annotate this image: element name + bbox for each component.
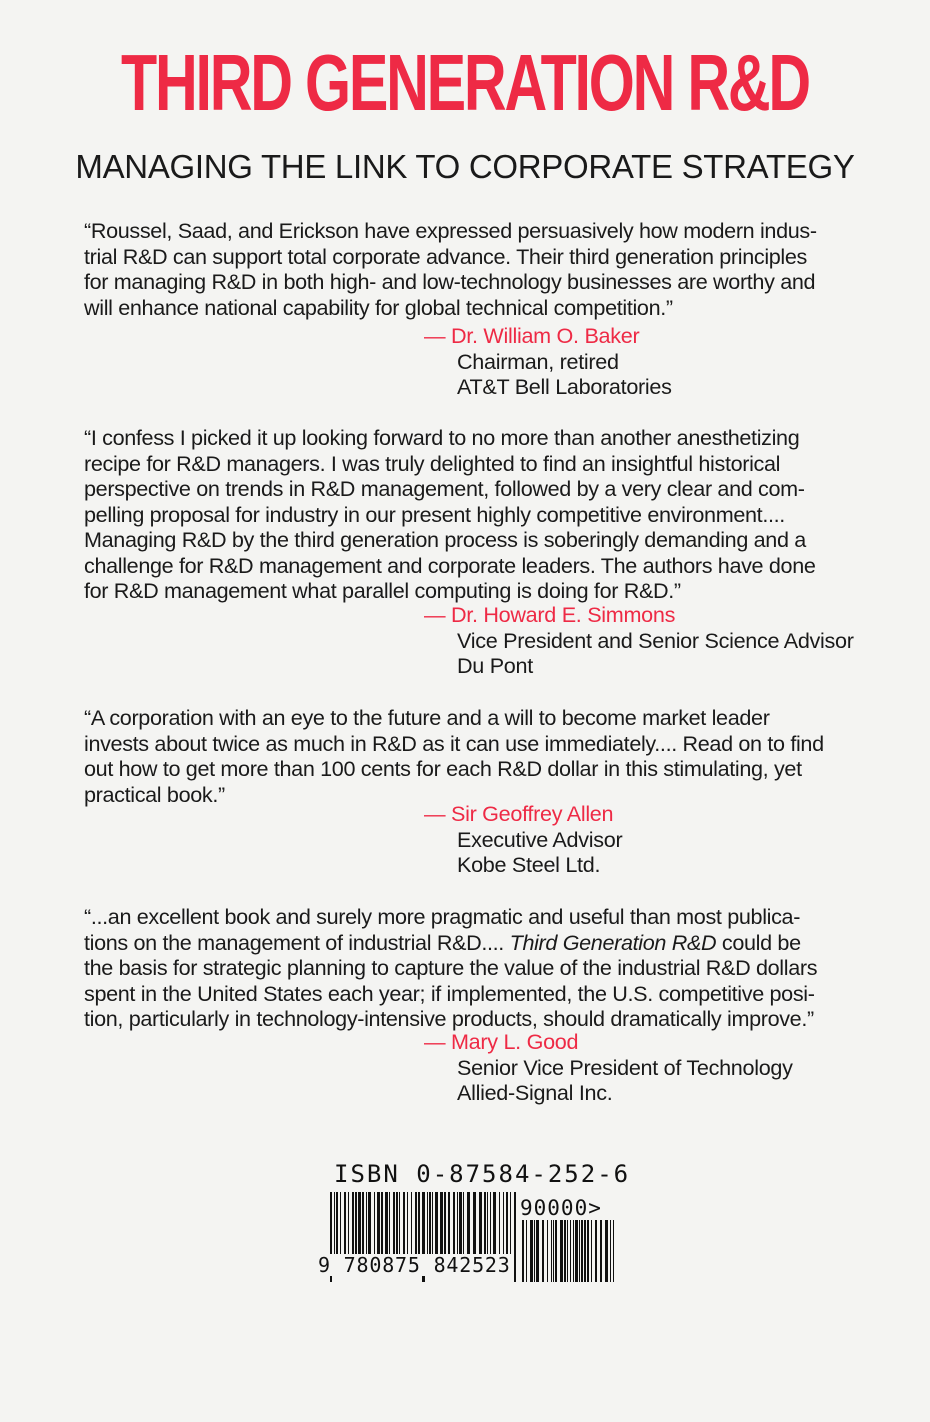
barcode-bar [457, 1192, 458, 1254]
barcode-bar [368, 1192, 371, 1254]
barcode-bar [444, 1192, 446, 1254]
barcode-bar [366, 1192, 367, 1254]
barcode-addon-bar [584, 1220, 586, 1282]
endorsement-attribution [424, 323, 884, 400]
barcode-addon-bar [536, 1220, 539, 1282]
quote-line: tion, particularly in technology-intensive products, should dramatically improve.” [84, 1006, 814, 1031]
endorsement-attribution [424, 801, 884, 878]
barcode-bar [336, 1192, 338, 1254]
barcode-bar [459, 1192, 462, 1254]
barcode-addon-bar [560, 1220, 563, 1282]
isbn-number: ISBN 0-87584-252-6 [334, 1160, 631, 1188]
endorser-title: Senior Vice President of Technology [457, 1054, 793, 1080]
barcode-bar [355, 1192, 357, 1254]
barcode-bar [348, 1192, 349, 1254]
book-title: THIRD GENERATION R&D [121, 38, 809, 127]
barcode-bar [415, 1192, 417, 1254]
barcode-addon-bar [579, 1220, 580, 1282]
barcode-bar [503, 1192, 504, 1254]
barcode-bar [473, 1192, 476, 1254]
endorser-organization: Du Pont [457, 653, 533, 678]
endorser-name: — Dr. William O. Baker [424, 323, 640, 348]
barcode-bar [352, 1192, 354, 1254]
barcode-bar [389, 1192, 390, 1254]
barcode-bar [411, 1192, 412, 1254]
barcode-bar [396, 1192, 398, 1254]
endorsement-quote [84, 705, 864, 807]
endorser-title: Chairman, retired [457, 348, 619, 374]
endorser-name: — Mary L. Good [424, 1029, 579, 1054]
barcode-bar [374, 1192, 375, 1254]
barcode-addon-bar [610, 1220, 611, 1282]
endorser-title: Executive Advisor [457, 826, 623, 852]
barcode-addon-bar [553, 1220, 554, 1282]
quote-line: “I confess I picked it up looking forward to no more than another anesthetizing [84, 425, 800, 450]
barcode-bar [358, 1192, 361, 1254]
barcode-bar [487, 1192, 488, 1254]
barcode-addon-bar [581, 1220, 583, 1282]
barcode-bar [385, 1192, 388, 1254]
quote-line: trial R&D can support total corporate advance. Their third generation principles [84, 243, 807, 269]
barcode-addon-bar [605, 1220, 608, 1282]
quote-line: practical book.” [84, 781, 225, 807]
quote-line: challenge for R&D management and corporate leaders. The authors have done [84, 552, 816, 578]
endorsement-quote [84, 904, 864, 1032]
barcode-addon-bar [534, 1220, 535, 1282]
barcode-bar [432, 1192, 433, 1254]
barcode-addon-bar [567, 1220, 568, 1282]
quote-line: Managing R&D by the third generation process is soberingly demanding and a [84, 527, 806, 552]
endorsement-attribution [424, 1029, 884, 1106]
quote-line: spent in the United States each year; if implemented, the U.S. competitive posi- [84, 980, 815, 1006]
endorsement-attribution [424, 602, 884, 679]
barcode-ean-number: 9 780875 842523 [318, 1253, 511, 1277]
barcode-bar [407, 1192, 408, 1254]
endorser-organization: Kobe Steel Ltd. [457, 852, 601, 877]
barcode-bar [377, 1192, 380, 1254]
barcode-addon-bar [551, 1220, 552, 1282]
barcode-bar [427, 1192, 428, 1254]
barcode-bar [479, 1192, 482, 1254]
barcode-bar [493, 1192, 496, 1254]
barcode-addon-bar [595, 1220, 597, 1282]
barcode-bar [340, 1192, 341, 1254]
barcode-bar [393, 1192, 395, 1254]
quote-line: the basis for strategic planning to capture the value of the industrial R&D dollars [84, 955, 818, 980]
endorsement-quote [84, 218, 864, 320]
barcode-bar [435, 1192, 438, 1254]
barcode-addon-number: 90000> [520, 1196, 602, 1220]
endorser-title: Vice President and Senior Science Advisor [457, 627, 854, 653]
quote-line: “Roussel, Saad, and Erickson have expressed persuasively how modern indus- [84, 218, 817, 243]
barcode-addon-bar [600, 1220, 602, 1282]
barcode-addon-bar [591, 1220, 592, 1282]
barcode-bar [440, 1192, 443, 1254]
quote-line: “A corporation with an eye to the future and a will to become market leader [84, 705, 770, 730]
barcode-bar [334, 1192, 335, 1254]
barcode-bar [463, 1192, 464, 1254]
barcode-addon-bar [564, 1220, 566, 1282]
barcode-bar [467, 1192, 470, 1254]
endorser-organization: Allied-Signal Inc. [457, 1080, 613, 1105]
barcode-addon-bar [526, 1220, 527, 1282]
book-title-reference: Third Generation R&D [509, 929, 717, 955]
barcode-addon-bar [573, 1220, 574, 1282]
barcode-bar [484, 1192, 486, 1254]
book-subtitle: MANAGING THE LINK TO CORPORATE STRATEGY [75, 148, 855, 185]
barcode-bar [429, 1192, 431, 1254]
barcode-bar [510, 1192, 511, 1254]
barcode-addon-bar [542, 1220, 544, 1282]
barcode-bar [344, 1192, 346, 1254]
barcode-addon-bar [587, 1220, 589, 1282]
quote-line: will enhance national capability for global technical competition.” [84, 294, 673, 320]
barcode-bar [418, 1192, 420, 1254]
endorser-name: — Dr. Howard E. Simmons [424, 602, 676, 627]
barcode-bar [381, 1192, 383, 1254]
barcode-bar [362, 1192, 364, 1254]
barcode-bar [499, 1192, 500, 1254]
quote-line: perspective on trends in R&D management, followed by a very clear and com- [84, 476, 805, 501]
barcode-bar [514, 1192, 516, 1282]
barcode-bar [403, 1192, 405, 1254]
barcode-addon-bar [613, 1220, 614, 1282]
quote-line: for R&D management what parallel computing is doing for R&D.” [84, 578, 681, 603]
quote-line: out how to get more than 100 cents for each R&D dollar in this stimulating, yet [84, 756, 802, 781]
quote-line: pelling proposal for industry in our present highly competitive environment.... [84, 501, 785, 527]
barcode-addon-bar [547, 1220, 548, 1282]
barcode-bar [453, 1192, 455, 1254]
quote-line: invests about twice as much in R&D as it can use immediately.... Read on to find [84, 730, 824, 756]
barcode-addon-bar [575, 1220, 578, 1282]
quote-line: for managing R&D in both high- and low-technology businesses are worthy and [84, 269, 816, 294]
quote-line: tions on the management of industrial R&D.... Third Generation R&D could be [84, 929, 801, 955]
barcode-addon-bar [522, 1220, 524, 1282]
quote-line: recipe for R&D managers. I was truly delighted to find an insightful historical [84, 450, 781, 476]
quote-line: “...an excellent book and surely more pragmatic and useful than most publica- [84, 904, 801, 929]
barcode-bar [490, 1192, 491, 1254]
barcode-bar [399, 1192, 400, 1254]
endorsement-quote [84, 425, 864, 604]
barcode-addon-bar [570, 1220, 571, 1282]
barcode-addon-bar [530, 1220, 533, 1282]
endorser-name: — Sir Geoffrey Allen [424, 801, 614, 826]
endorser-organization: AT&T Bell Laboratories [457, 374, 672, 399]
barcode-bar [506, 1192, 508, 1254]
barcode-bar [448, 1192, 450, 1254]
barcode-addon-bar [555, 1220, 557, 1282]
